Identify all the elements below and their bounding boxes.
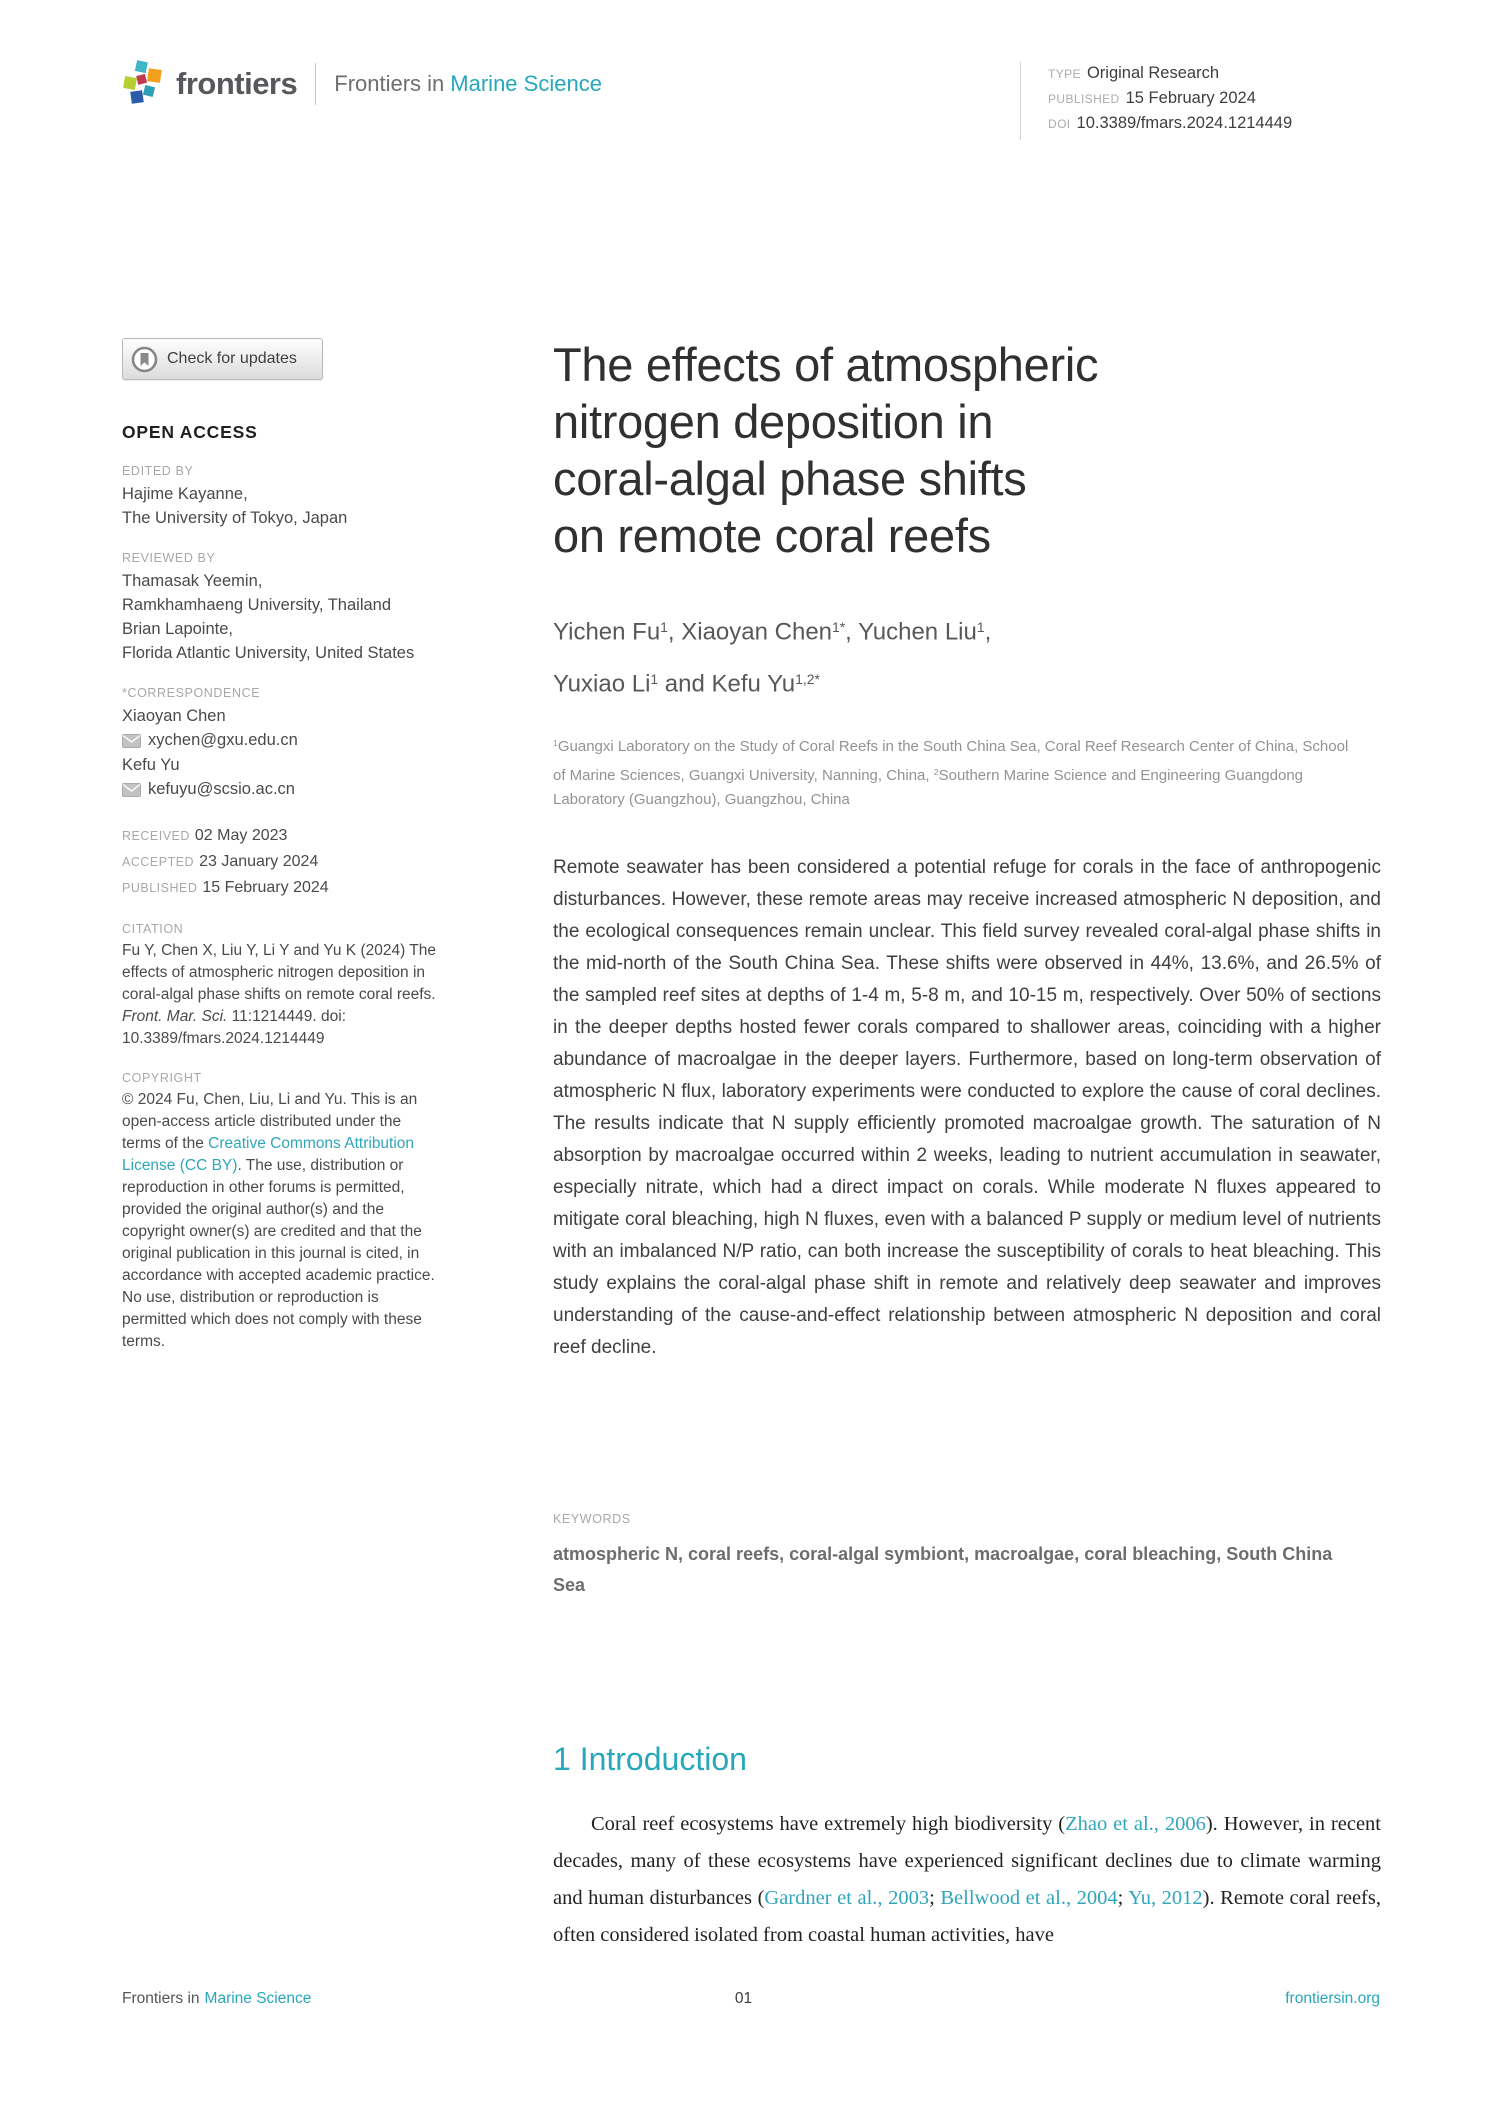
- text-segment: , Xiaoyan Chen: [667, 618, 833, 646]
- correspondence-label: *CORRESPONDENCE: [122, 686, 261, 700]
- edited-by-affiliation: The University of Tokyo, Japan: [122, 509, 348, 527]
- footer-journal-name[interactable]: Marine Science: [204, 1990, 312, 2007]
- footer-journal-prefix: Frontiers in: [122, 1990, 200, 2007]
- text-segment: Fu Y, Chen X, Liu Y, Li Y and Yu K (2024) The effects of atmospheric nitrogen deposition in coral-algal phase shifts on remote coral reefs.: [122, 942, 436, 1003]
- crossmark-icon: [131, 346, 158, 373]
- text-segment: ;: [929, 1887, 941, 1910]
- text-segment: Coral reef ecosystems have extremely high biodiversity (: [591, 1813, 1066, 1836]
- edited-by-label: EDITED BY: [122, 464, 194, 478]
- text-segment: 1: [976, 619, 985, 635]
- author-list: [553, 604, 1381, 707]
- envelope-icon: [122, 734, 141, 748]
- correspondence-name: Kefu Yu: [122, 756, 180, 774]
- text-segment: Guangxi Laboratory on the Study of Coral Reefs in the South China Sea, Coral Reef Research Center of China, School of Marine Sciences, Guangxi University, Nanning, China,: [553, 738, 1349, 784]
- meta-doi-value[interactable]: 10.3389/fmars.2024.1214449: [1076, 114, 1293, 132]
- meta-type-row: [1048, 64, 1292, 84]
- keywords-text: atmospheric N, coral reefs, coral-algal symbiont, macroalgae, coral bleaching, South China Sea: [553, 1544, 1333, 1596]
- text-segment: 1,2*: [795, 670, 820, 687]
- reviewed-by-label: REVIEWED BY: [122, 551, 216, 565]
- meta-published-value: 15 February 2024: [1125, 89, 1256, 107]
- text-segment: 1: [553, 738, 558, 749]
- received-label: RECEIVED: [122, 829, 190, 843]
- header-meta: [1048, 64, 1292, 139]
- published-label: PUBLISHED: [122, 881, 198, 895]
- footer-journal: [122, 1990, 311, 2008]
- text-segment: ;: [1117, 1887, 1129, 1910]
- open-access-heading: OPEN ACCESS: [122, 422, 258, 442]
- text-segment: , Yuchen Liu: [845, 618, 977, 646]
- article-title-line: on remote coral reefs: [553, 509, 991, 562]
- text-segment: Yuxiao Li: [553, 670, 651, 698]
- envelope-icon: [122, 783, 141, 797]
- meta-published-label: PUBLISHED: [1048, 92, 1120, 106]
- text-segment: 11:1214449. doi: 10.3389/fmars.2024.1214449: [122, 1008, 347, 1047]
- correspondence-name: Xiaoyan Chen: [122, 707, 226, 725]
- keywords-label: KEYWORDS: [553, 1512, 631, 1527]
- correspondence-email: xychen@gxu.edu.cn: [148, 731, 298, 749]
- author-line: [553, 604, 1381, 656]
- received-row: [122, 823, 436, 849]
- text-segment: ,: [984, 618, 992, 646]
- accepted-date: 23 January 2024: [199, 853, 319, 870]
- text-segment: 1*: [832, 619, 846, 635]
- published-date: 15 February 2024: [202, 879, 329, 896]
- page-number: 01: [734, 1990, 753, 2007]
- meta-doi-label: DOI: [1048, 117, 1071, 131]
- introduction-paragraph: [553, 1806, 1381, 1954]
- text-segment: 1: [660, 619, 668, 635]
- citation-text: [122, 940, 436, 1050]
- section-heading-introduction: 1 Introduction: [553, 1741, 747, 1778]
- copyright-text: [122, 1089, 436, 1353]
- text-segment: Southern Marine Science and Engineering Guangdong Laboratory (Guangzhou), Guangzhou, China: [553, 766, 1304, 808]
- text-segment: Yichen Fu: [553, 618, 661, 646]
- meta-divider: [1020, 62, 1021, 140]
- inline-link[interactable]: Bellwood et al., 2004: [940, 1887, 1118, 1910]
- text-segment: © 2024 Fu, Chen, Liu, Li and Yu. This is an open-access article distributed under the terms of the: [122, 1091, 418, 1152]
- inline-link[interactable]: Zhao et al., 2006: [1065, 1813, 1206, 1836]
- abstract-text: Remote seawater has been considered a potential refuge for corals in the face of anthropogenic disturbances. However, these remote areas may receive increased atmospheric N deposition, and the ecological consequences remain unclear. This field survey revealed coral-algal phase shifts in the mid-north of the South China Sea. These shifts were observed in 44%, 13.6%, and 26.5% of the sampled reef sites at depths of 1-4 m, 5-8 m, and 10-15 m, respectively. Over 50% of sections in the deeper depths hosted fewer corals compared to shallower areas, coinciding with a higher abundance of macroalgae in the deeper layers. Furthermore, based on long-term observation of atmospheric N flux, laboratory experiments were conducted to explore the cause of coral declines. The results indicate that N supply efficiently promoted macroalgae growth. The saturation of N absorption by macroalgae occurred within 2 weeks, leading to nutrient accumulation in seawater, especially nitrate, which had a direct impact on corals. While moderate N fluxes appeared to mitigate coral bleaching, high N fluxes, even with a balanced P supply or medium level of nutrients with an imbalanced N/P ratio, can both increase the susceptibility of corals to heat bleaching. This study explains the coral-algal phase shift in remote and relatively deep seawater and improves understanding of the cause-and-effect relationship between atmospheric N deposition and coral reef decline.: [553, 857, 1381, 1359]
- inline-link[interactable]: Gardner et al., 2003: [764, 1887, 930, 1910]
- correspondence-email: kefuyu@scsio.ac.cn: [148, 780, 295, 798]
- meta-doi-row: [1048, 114, 1292, 134]
- text-segment: Front. Mar. Sci.: [122, 1008, 228, 1025]
- citation-label: CITATION: [122, 922, 184, 936]
- reviewer-affiliation: Ramkhamhaeng University, Thailand: [122, 596, 392, 614]
- reviewer-affiliation: Florida Atlantic University, United States: [122, 644, 415, 662]
- edited-by-name: Hajime Kayanne,: [122, 485, 248, 503]
- journal-name[interactable]: Marine Science: [450, 71, 602, 96]
- article-title-line: coral-algal phase shifts: [553, 452, 1027, 505]
- published-row: [122, 875, 436, 901]
- author-line: [553, 656, 1381, 708]
- check-for-updates-label: Check for updates: [167, 350, 297, 367]
- text-segment: 1: [650, 670, 659, 687]
- article-title-line: nitrogen deposition in: [553, 395, 994, 448]
- footer-site-link[interactable]: frontiersin.org: [1285, 1990, 1380, 2007]
- text-segment: ). Remote coral reefs, often considered isolated from coastal human activities, have: [553, 1887, 1381, 1947]
- text-segment: ). However, in recent decades, many of these ecosystems have experienced significant declines due to climate warming and human disturbances (: [553, 1813, 1381, 1910]
- correspondence-email-link[interactable]: [122, 728, 436, 753]
- copyright-label: COPYRIGHT: [122, 1071, 202, 1085]
- text-segment: 2: [933, 766, 939, 777]
- reviewer-name: Brian Lapointe,: [122, 620, 233, 638]
- inline-link[interactable]: Yu, 2012: [1128, 1887, 1203, 1910]
- inline-link[interactable]: Creative Commons Attribution License (CC BY): [122, 1135, 415, 1174]
- meta-type-label: TYPE: [1048, 67, 1081, 81]
- logo-wordmark: frontiers: [176, 66, 298, 101]
- meta-type-value: Original Research: [1086, 64, 1220, 82]
- frontiers-logo-icon: [122, 60, 164, 108]
- affiliations: [553, 731, 1353, 812]
- editorial-sidebar: [122, 338, 436, 1353]
- accepted-label: ACCEPTED: [122, 855, 195, 869]
- article-main: [553, 336, 1381, 1954]
- meta-published-row: [1048, 89, 1292, 109]
- check-for-updates-button[interactable]: [122, 338, 323, 380]
- text-segment: and Kefu Yu: [658, 670, 796, 698]
- header-branding: [122, 60, 602, 108]
- reviewer-name: Thamasak Yeemin,: [122, 572, 263, 590]
- header-divider: [315, 63, 316, 105]
- journal-prefix: Frontiers in: [334, 71, 445, 96]
- correspondence-email-link[interactable]: [122, 777, 436, 802]
- page-footer: [0, 1990, 1487, 2014]
- article-title-line: The effects of atmospheric: [553, 338, 1099, 391]
- received-date: 02 May 2023: [194, 827, 288, 844]
- text-segment: . The use, distribution or reproduction in other forums is permitted, provided the original author(s) and the copyright owner(s) are credited and that the original publication in this journal is cited, in accordance with accepted academic practice. No use, distribution or reproduction is permitted which does not comply with these terms.: [122, 1157, 435, 1350]
- accepted-row: [122, 849, 436, 875]
